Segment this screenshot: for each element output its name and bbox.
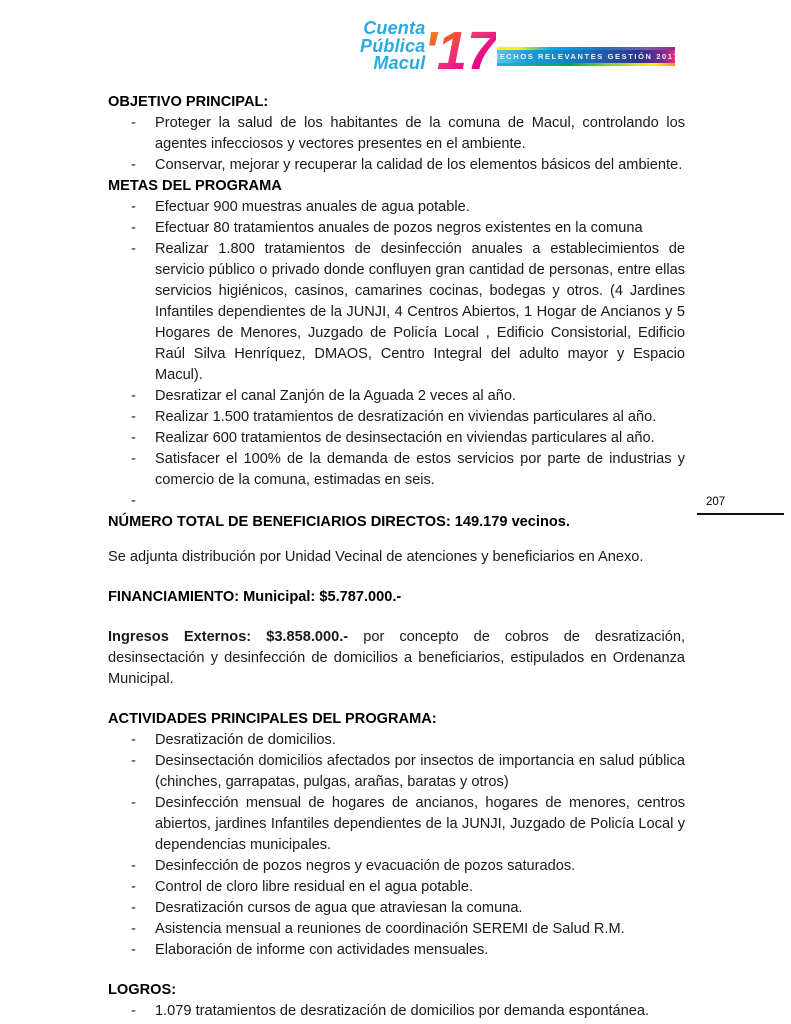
list-item: - Desratización cursos de agua que atraviesan la comuna. bbox=[108, 898, 685, 919]
list-item: - Realizar 600 tratamientos de desinsectación en viviendas particulares al año. bbox=[108, 428, 685, 449]
list-item: - Desinfección mensual de hogares de ancianos, hogares de menores, centros abiertos, jardines Infantiles dependientes de la JUNJI, Juzgado de Policía Local y dependencias municipales. bbox=[108, 793, 685, 856]
list-item: - Elaboración de informe con actividades mensuales. bbox=[108, 940, 685, 961]
banner-hechos-relevantes bbox=[492, 47, 680, 66]
metas-list bbox=[108, 197, 685, 512]
ingresos-externos-paragraph bbox=[108, 627, 685, 690]
list-item: - Desratizar el canal Zanjón de la Aguada 2 veces al año. bbox=[108, 386, 685, 407]
banner-bottom-stripe bbox=[497, 63, 675, 66]
page-number-rule bbox=[697, 513, 784, 515]
logo-year-text: '17 bbox=[426, 21, 497, 79]
logo-word-publica: Pública bbox=[360, 35, 426, 56]
heading-metas-del-programa: METAS DEL PROGRAMA bbox=[108, 178, 282, 194]
logros-list bbox=[108, 1001, 685, 1022]
list-item: - Realizar 1.800 tratamientos de desinfección anuales a establecimientos de servicio público o privado donde confluyen gran cantidad de personas, entre ellas servicios higiénicos, casinos, camarines cocinas, bodegas y otros. (4 Jardines Infantiles dependientes de la JUNJI, 4 Centros Abiertos, 1 Hogar de Ancianos y 5 Hogares de Menores, Juzgado de Policía Local , Edificio Consistorial, Edificio Raúl Silva Henríquez, DMAOS, Centro Integral del adulto mayor y Espacio Macul). bbox=[108, 239, 685, 386]
logo-word-macul: Macul bbox=[373, 53, 426, 73]
logo-year-17 bbox=[426, 17, 496, 84]
banner-bar bbox=[492, 50, 680, 63]
list-item: - Control de cloro libre residual en el agua potable. bbox=[108, 877, 685, 898]
list-item: - Satisfacer el 100% de la demanda de estos servicios por parte de industrias y comercio de la comuna, estimadas en seis. bbox=[108, 449, 685, 491]
list-item: - Efectuar 900 muestras anuales de agua potable. bbox=[108, 197, 685, 218]
list-item: - 1.079 tratamientos de desratización de domicilios por demanda espontánea. bbox=[108, 1001, 685, 1022]
list-item: - Efectuar 80 tratamientos anuales de pozos negros existentes en la comuna bbox=[108, 218, 685, 239]
page-number: 207 bbox=[706, 496, 726, 508]
objetivo-list bbox=[108, 113, 685, 176]
list-item: - Proteger la salud de los habitantes de la comuna de Macul, controlando los agentes infecciosos y vectores presentes en el ambiente. bbox=[108, 113, 685, 155]
logo-word-cuenta: Cuenta bbox=[363, 18, 426, 38]
ingresos-externos-detail: por concepto de cobros de desratización, desinsectación y desinfección de domicilios a beneficiarios, estipulados en Ordenanza Municipal. bbox=[108, 629, 686, 687]
list-item: - Desinfección de pozos negros y evacuación de pozos saturados. bbox=[108, 856, 685, 877]
heading-beneficiarios-directos: NÚMERO TOTAL DE BENEFICIARIOS DIRECTOS: 149.179 vecinos. bbox=[108, 514, 570, 530]
list-item: - Asistencia mensual a reuniones de coordinación SEREMI de Salud R.M. bbox=[108, 919, 685, 940]
main-content bbox=[108, 92, 685, 1022]
list-item: - Realizar 1.500 tratamientos de desratización en viviendas particulares al año. bbox=[108, 407, 685, 428]
list-item-empty bbox=[108, 491, 685, 512]
list-item: - Desinsectación domicilios afectados por insectos de importancia en salud pública (chinches, garrapatas, pulgas, arañas, baratas y otros) bbox=[108, 751, 685, 793]
heading-actividades-principales: ACTIVIDADES PRINCIPALES DEL PROGRAMA: bbox=[108, 711, 437, 727]
heading-objetivo-principal: OBJETIVO PRINCIPAL: bbox=[108, 94, 269, 110]
banner-text: HECHOS RELEVANTES GESTIÓN 2017 bbox=[492, 52, 680, 61]
actividades-list bbox=[108, 730, 685, 961]
logo-wordmark bbox=[360, 17, 425, 73]
list-item: - Desratización de domicilios. bbox=[108, 730, 685, 751]
ingresos-externos-amount: Ingresos Externos: $3.858.000.- bbox=[108, 629, 349, 645]
page-number-block bbox=[697, 494, 784, 515]
anexo-paragraph: Se adjunta distribución por Unidad Vecinal de atenciones y beneficiarios en Anexo. bbox=[108, 549, 644, 565]
heading-financiamiento: FINANCIAMIENTO: Municipal: $5.787.000.- bbox=[108, 589, 402, 605]
list-item: - Conservar, mejorar y recuperar la calidad de los elementos básicos del ambiente. bbox=[108, 155, 685, 176]
cuenta-publica-logo bbox=[360, 17, 496, 84]
heading-logros: LOGROS: bbox=[108, 982, 177, 998]
